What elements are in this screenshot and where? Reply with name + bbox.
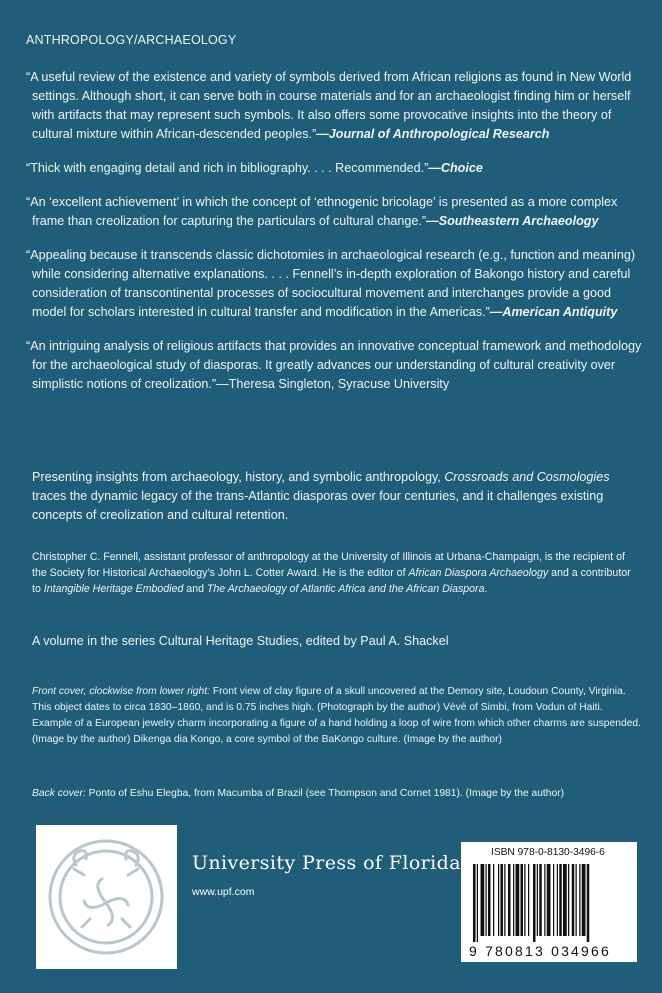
barcode-bar: [493, 864, 494, 936]
barcode-bar: [563, 864, 567, 936]
barcode-bar: [544, 864, 545, 936]
barcode-bar: [582, 864, 586, 936]
barcode-bar: [579, 864, 580, 936]
barcode-bar: [516, 864, 520, 936]
barcode-bar: [537, 864, 538, 936]
review-source: —Choice: [428, 161, 483, 175]
barcode-bar: [553, 864, 554, 936]
book-description: Presenting insights from archaeology, history, and symbolic anthropology, Crossroads and Cosmologies traces the dynamic legacy of the trans-Atlantic diasporas over four centuries, and it challenges existing concepts of creolization and cultural retention.: [32, 470, 610, 522]
review-source: —American Antiquity: [489, 305, 618, 319]
review-quote: “An ‘excellent achievement’ in which the concept of ‘ethnogenic bricolage’ is presented as a more complex frame than creolization for capturing the particulars of cultural change.”—Southeastern Archaeology: [26, 195, 618, 228]
review-quote: “A useful review of the existence and variety of symbols derived from African religions as found in New World settings. Although short, it can serve both in course materials and for an archaeologist finding him or herself with artifacts that may represent such symbols. It also offers some provocative insights into the theory of cultural mixture within African-descended peoples.”—Journal of Anthropological Research: [26, 70, 632, 141]
barcode-bar: [521, 864, 524, 936]
back-cover-caption: Back cover: Ponto of Eshu Elegba, from Macumba of Brazil (see Thompson and Cornet 1981). (Image by the author): [32, 788, 565, 799]
review-source: —Southeastern Archaeology: [426, 214, 599, 228]
press-logo: [36, 825, 177, 969]
author-bio: Christopher C. Fennell, assistant professor of anthropology at the University of Illinois at Urbana-Champaign, is the recipient of the Society for Historical Archaeology’s John L. Cotter Award. He is the editor of African Diaspora Archaeology and a contributor to Intangible Heritage Embodied and The Archaeology of Atlantic Africa and the African Diaspora.: [32, 551, 631, 595]
front-cover-caption: Front cover, clockwise from lower right: Front view of clay figure of a skull uncovered at the Demory site, Loudoun County, Virginia. This object dates to circa 1830–1860, and is 0.75 inches high. (Photograph by the author) Vèvè of Simbi, from Vodun of Haiti. Example of a European jewelry charm incorporating a figure of a hand holding a loop of wire from which other charms are suspended. (Image by the author) Dikenga dia Kongo, a core symbol of the BaKongo culture. (Image by the author): [32, 686, 641, 745]
isbn-barcode: [461, 842, 637, 962]
publisher-name: University Press of Florida: [192, 852, 461, 874]
barcode-bar: [473, 864, 476, 942]
barcode-bar: [498, 864, 499, 936]
isbn-number: ISBN 978-0-8130-3496-6: [491, 847, 605, 858]
barcode-bar: [504, 864, 505, 936]
barcode-bar: [501, 864, 504, 936]
review-quote: “Thick with engaging detail and rich in bibliography. . . . Recommended.”—Choice: [26, 161, 483, 175]
barcode-bar: [513, 864, 514, 936]
barcode-bar: [533, 864, 536, 942]
category-label: ANTHROPOLOGY/ARCHAEOLOGY: [26, 33, 237, 47]
barcode-bar: [576, 864, 577, 936]
barcode-bar: [568, 864, 569, 936]
review-list: [26, 68, 646, 409]
barcode-bar: [559, 864, 562, 936]
barcode-bar: [477, 864, 478, 942]
barcode-bar: [481, 864, 485, 936]
barcode-bar: [587, 864, 590, 942]
barcode-bar: [557, 864, 558, 936]
barcode-bar: [539, 864, 542, 936]
review-source: —Journal of Anthropological Research: [316, 127, 550, 141]
barcode-bar: [528, 864, 529, 936]
review-quote: “Appealing because it transcends classic dichotomies in archaeological research (e.g., function and meaning) while considering alternative explanations. . . . Fennell’s in-depth exploration of Bakongo history and careful consideration of transcontinental processes of sociocultural movement and interchanges provide a good model for scholars interested in cultural transfer and modification in the Americas.”—American Antiquity: [26, 248, 636, 319]
barcode-bar: [572, 864, 575, 936]
barcode-bar: [547, 864, 551, 936]
publisher-website: www.upf.com: [192, 886, 255, 898]
review-quote: “An intriguing analysis of religious artifacts that provides an innovative conceptual framework and methodology for the archaeological study of diasporas. It greatly advances our understanding of cultural creativity over simplistic notions of creolization.”—Theresa Singleton, Syracuse University: [26, 339, 642, 391]
series-note: A volume in the series Cultural Heritage Studies, edited by Paul A. Shackel: [32, 634, 449, 648]
barcode-icon: [469, 864, 629, 944]
barcode-bar: [488, 864, 491, 936]
ponto-symbol-icon: [36, 825, 177, 969]
book-title: Crossroads and Cosmologies: [444, 470, 610, 484]
barcode-bar: [524, 864, 525, 936]
barcode-digits: 9 780813 034966: [469, 943, 611, 959]
barcode-bar: [508, 864, 511, 936]
barcode-bar: [486, 864, 487, 936]
